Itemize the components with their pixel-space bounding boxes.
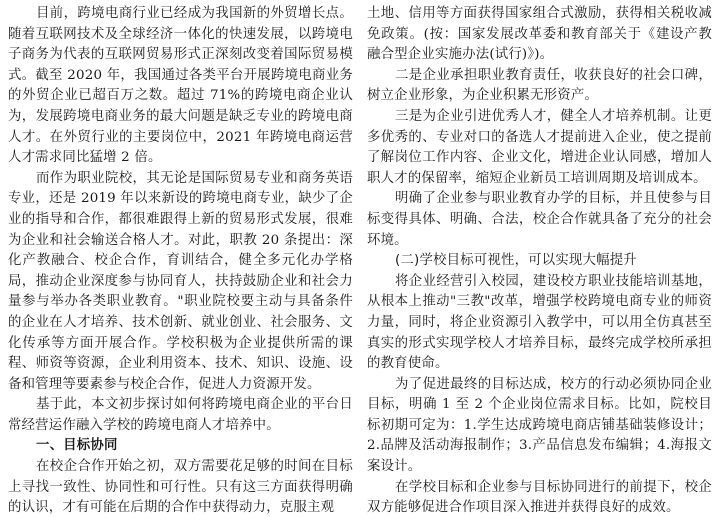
paragraph-social-reputation: 二是企业承担职业教育责任，收获良好的社会口碑，树立企业形象，为企业积累无形资产。: [367, 67, 712, 104]
left-column: [8, 4, 353, 517]
paragraph-enterprise-goals: 明确了企业参与职业教育办学的目标，并且使参与目标变得具体、明确、合法，校企合作就具备了充分的社会环境。: [367, 191, 712, 248]
paragraph-cooperation-start: 在校企合作开始之初，双方需要花足够的时间在目标上寻找一致性、协同性和可行性。只有这三方面获得明确的认识，才有可能在后期的合作中获得动力，克服主观: [8, 459, 353, 516]
paragraph-industry-growth: 目前，跨境电商行业已经成为我国新的外贸增长点。随着互联网技术及全球经济一体化的快速发展，以跨境电子商务为代表的互联网贸易形式正深刻改变着国际贸易模式。截至 2020 年，我国通过各类平台开展跨境电商业务的外贸企业已超百万之数。超过 71%的跨境电商企业认为，发展跨境电商业务的最大问题是缺乏专业的跨境电商人才。在外贸行业的主要岗位中，2021 年跨境电商运营人才需求同比猛增 2 倍。: [8, 6, 353, 166]
right-column: [367, 4, 712, 517]
section-heading-goal-synergy: 一、目标协同: [36, 438, 118, 454]
paragraph-talent-introduction: 三是为企业引进优秀人才，健全人才培养机制。让更多优秀的、专业对口的备选人才提前进入企业，使之提前了解岗位工作内容、企业文化，增进企业认同感，增加人职人才的保留率，缩短企业新员工培训周期及培训成本。: [367, 108, 712, 186]
paragraph-purpose: 基于此，本文初步探讨如何将跨境电商企业的平台日常经营运作融入学校的跨境电商人才培养中。: [8, 397, 353, 433]
paragraph-policy-incentives: 土地、信用等方面获得国家组合式激励，获得相关税收减免政策。(按：国家发展改革委和教育部关于《建设产教融合型企业实施办法(试行)》)。: [367, 6, 712, 63]
subsection-heading-school-goals: (二)学校目标可视性，可以实现大幅提升: [395, 253, 637, 269]
paragraph-vocational-schools: 而作为职业院校，其无论是国际贸易专业和商务英语专业，还是 2019 年以来新设的跨境电商专业，缺少了企业的指导和合作，都很难跟得上新的贸易形式发展，很难为企业和社会输送合格人才。对此，职教 20 条提出：深化产教融合、校企合作，育训结合，健全多元化办学格局，推动企业深度参与协同育人，扶持鼓励企业和社会力量参与举办各类职业教育。"职业院校要主动与具备条件的企业在人才培养、技术创新、就业创业、社会服务、文化传承等方面开展合作。学校积极为企业提供所需的课程、师资等资源，企业利用资本、技术、知识、设施、设备和管理等要素参与校企合作，促进人力资源开发。: [8, 170, 353, 392]
paragraph-target-examples: 为了促进最终的目标达成，校方的行动必须协同企业目标，明确 1 至 2 个企业岗位需求目标。比如，院校目标初期可定为：1.学生达成跨境电商店铺基础装修设计；2.品牌及活动海报制作；3.产品信息发布编辑；4.海报文案设计。: [367, 376, 712, 475]
paragraph-enterprise-on-campus: 将企业经营引入校园，建设校方职业技能培训基地，从根本上推动"三教"改革，增强学校跨境电商专业的师资力量，同时，将企业资源引入教学中，可以用全仿真甚至真实的形式实现学校人才培养目标，最终完成学校所承担的教育使命。: [367, 273, 712, 372]
paragraph-conclusion: 在学校目标和企业参与目标协同进行的前提下，校企双方能够促进合作项目深入推进并获得良好的成效。: [367, 479, 712, 516]
